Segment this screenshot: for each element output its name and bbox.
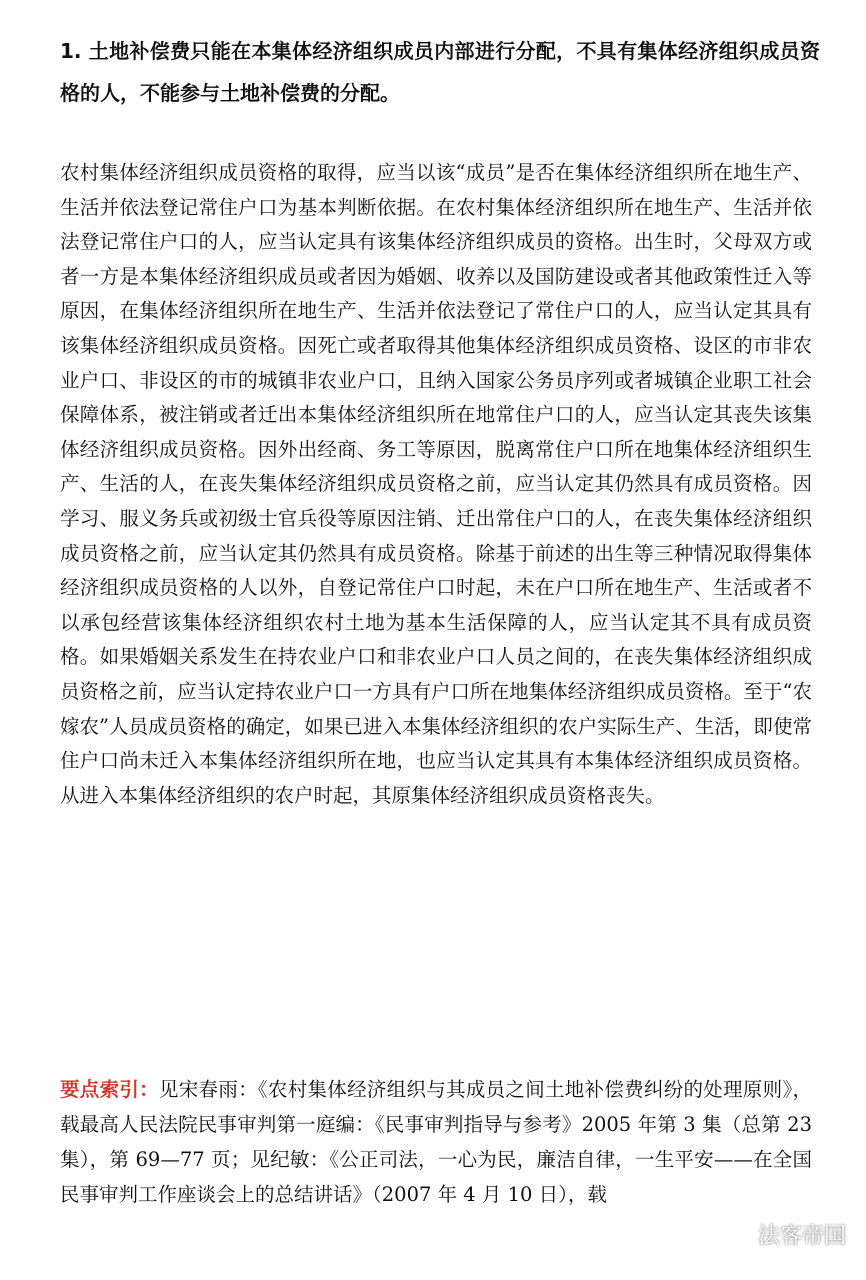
section-heading: 1. 土地补偿费只能在本集体经济组织成员内部进行分配，不具有集体经济组织成员资格的人，不能参与土地补偿费的分配。 xyxy=(60,39,820,105)
wechat-icon xyxy=(716,1220,750,1250)
watermark xyxy=(716,1219,846,1250)
reference-label: 要点索引： xyxy=(60,1078,159,1101)
reference-paragraph xyxy=(60,1072,812,1212)
reference-text: 见宋春雨：《农村集体经济组织与其成员之间土地补偿费纠纷的处理原则》，载最高人民法院民事审判第一庭编：《民事审判指导与参考》2005 年第 3 集（总第 23 集），第 69—77 页；见纪敏：《公正司法，一心为民，廉洁自律，一生平安——在全国民事审判工作座谈会上的总结讲话》（2007 年 4 月 10 日），载 xyxy=(60,1078,812,1206)
body-paragraph: 农村集体经济组织成员资格的取得，应当以该“成员”是否在集体经济组织所在地生产、生活并依法登记常住户口为基本判断依据。在农村集体经济组织所在地生产、生活并依法登记常住户口的人，应当认定具有该集体经济组织成员的资格。出生时，父母双方或者一方是本集体经济组织成员或者因为婚姻、收养以及国防建设或者其他政策性迁入等原因，在集体经济组织所在地生产、生活并依法登记了常住户口的人，应当认定其具有该集体经济组织成员资格。因死亡或者取得其他集体经济组织成员资格、设区的市非农业户口、非设区的市的城镇非农业户口，且纳入国家公务员序列或者城镇企业职工社会保障体系，被注销或者迁出本集体经济组织所在地常住户口的人，应当认定其丧失该集体经济组织成员资格。因外出经商、务工等原因，脱离常住户口所在地集体经济组织生产、生活的人，在丧失集体经济组织成员资格之前，应当认定其仍然具有成员资格。因学习、服义务兵或初级士官兵役等原因注销、迁出常住户口的人，在丧失集体经济组织成员资格之前，应当认定其仍然具有成员资格。除基于前述的出生等三种情况取得集体经济组织成员资格的人以外，自登记常住户口时起，未在户口所在地生产、生活或者不以承包经营该集体经济组织农村土地为基本生活保障的人，应当认定其不具有成员资格。如果婚姻关系发生在持农业户口和非农业户口人员之间的，在丧失集体经济组织成员资格之前，应当认定持农业户口一方具有户口所在地集体经济组织成员资格。至于“农嫁农”人员成员资格的确定，如果已进入本集体经济组织的农户实际生产、生活，即使常住户口尚未迁入本集体经济组织所在地，也应当认定其具有本集体经济组织成员资格。从进入本集体经济组织的农户时起，其原集体经济组织成员资格丧失。 xyxy=(60,161,812,807)
watermark-text: 法客帝国 xyxy=(757,1224,846,1249)
